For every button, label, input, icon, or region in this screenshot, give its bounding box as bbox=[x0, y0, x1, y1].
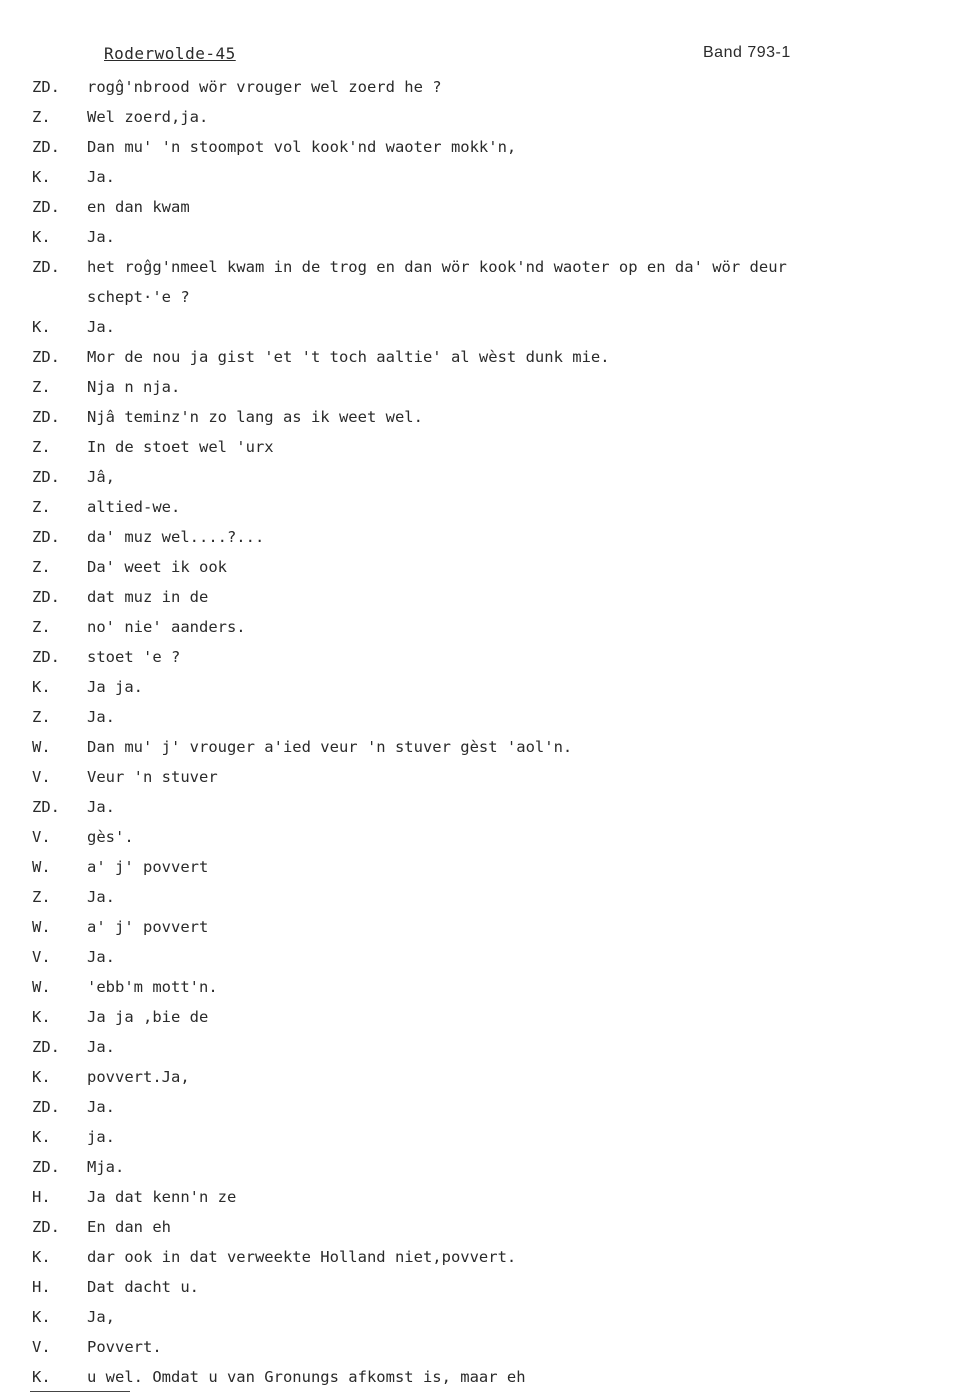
utterance-text: Ja. bbox=[87, 948, 115, 966]
transcript-line bbox=[0, 1276, 979, 1306]
speaker-label: K. bbox=[32, 228, 51, 246]
utterance-text: Da' weet ik ook bbox=[87, 558, 227, 576]
transcript-line bbox=[0, 316, 979, 346]
speaker-label: K. bbox=[32, 1368, 51, 1386]
transcript-line bbox=[0, 916, 979, 946]
utterance-text: gès'. bbox=[87, 828, 134, 846]
utterance-text: het roĝg'nmeel kwam in de trog en dan wör kook'nd waoter op en da' wör deur bbox=[87, 258, 787, 276]
page-header bbox=[0, 44, 979, 72]
utterance-text: en dan kwam bbox=[87, 198, 190, 216]
transcript-line bbox=[0, 1246, 979, 1276]
transcript-line bbox=[0, 976, 979, 1006]
transcript-line bbox=[0, 1336, 979, 1366]
utterance-text: En dan eh bbox=[87, 1218, 171, 1236]
utterance-text: Povvert. bbox=[87, 1338, 162, 1356]
speaker-label: ZD. bbox=[32, 198, 60, 216]
speaker-label: ZD. bbox=[32, 588, 60, 606]
speaker-label: ZD. bbox=[32, 408, 60, 426]
transcript-line bbox=[0, 496, 979, 526]
speaker-label: ZD. bbox=[32, 468, 60, 486]
speaker-label: ZD. bbox=[32, 1218, 60, 1236]
utterance-text: da' muz wel....?... bbox=[87, 528, 265, 546]
transcript-line bbox=[0, 466, 979, 496]
speaker-label: Z. bbox=[32, 498, 51, 516]
utterance-text: Ja. bbox=[87, 168, 115, 186]
utterance-text: stoet 'e ? bbox=[87, 648, 181, 666]
speaker-label: ZD. bbox=[32, 258, 60, 276]
speaker-label: V. bbox=[32, 1338, 51, 1356]
speaker-label: H. bbox=[32, 1188, 51, 1206]
speaker-label: ZD. bbox=[32, 1038, 60, 1056]
transcript-line bbox=[0, 1216, 979, 1246]
utterance-text: Ja. bbox=[87, 798, 115, 816]
transcript-line bbox=[0, 76, 979, 106]
speaker-label: W. bbox=[32, 738, 51, 756]
transcript-line bbox=[0, 256, 979, 286]
utterance-text: Wel zoerd,ja. bbox=[87, 108, 209, 126]
utterance-text: Ja, bbox=[87, 1308, 115, 1326]
transcript-line bbox=[0, 1186, 979, 1216]
speaker-label: ZD. bbox=[32, 78, 60, 96]
transcript-line bbox=[0, 346, 979, 376]
transcript-line bbox=[0, 856, 979, 886]
speaker-label: V. bbox=[32, 768, 51, 786]
speaker-label: K. bbox=[32, 318, 51, 336]
speaker-label: K. bbox=[32, 678, 51, 696]
speaker-label: ZD. bbox=[32, 798, 60, 816]
utterance-text: Mja. bbox=[87, 1158, 125, 1176]
speaker-label: Z. bbox=[32, 108, 51, 126]
speaker-label: K. bbox=[32, 1068, 51, 1086]
transcript-line bbox=[0, 286, 979, 316]
utterance-text: Ja. bbox=[87, 318, 115, 336]
speaker-label: H. bbox=[32, 1278, 51, 1296]
utterance-text: dar ook in dat verweekte Holland niet,povvert. bbox=[87, 1248, 517, 1266]
speaker-label: ZD. bbox=[32, 348, 60, 366]
speaker-label: ZD. bbox=[32, 1158, 60, 1176]
speaker-label: Z. bbox=[32, 708, 51, 726]
transcript-line bbox=[0, 886, 979, 916]
speaker-label: Z. bbox=[32, 618, 51, 636]
transcript-line bbox=[0, 106, 979, 136]
utterance-text: ja. bbox=[87, 1128, 115, 1146]
footnote-rule bbox=[30, 1391, 130, 1392]
speaker-label: K. bbox=[32, 1008, 51, 1026]
speaker-label: ZD. bbox=[32, 138, 60, 156]
speaker-label: V. bbox=[32, 948, 51, 966]
speaker-label: K. bbox=[32, 1308, 51, 1326]
speaker-label: ZD. bbox=[32, 648, 60, 666]
speaker-label: Z. bbox=[32, 438, 51, 456]
transcript-line bbox=[0, 706, 979, 736]
utterance-text: 'ebb'm mott'n. bbox=[87, 978, 218, 996]
transcript-line bbox=[0, 1096, 979, 1126]
speaker-label: K. bbox=[32, 1248, 51, 1266]
utterance-text: no' nie' aanders. bbox=[87, 618, 246, 636]
transcript-line bbox=[0, 226, 979, 256]
document-title: Roderwolde-45 bbox=[104, 44, 236, 63]
transcript-line bbox=[0, 1126, 979, 1156]
utterance-text: povvert.Ja, bbox=[87, 1068, 190, 1086]
transcript-line bbox=[0, 1006, 979, 1036]
speaker-label: Z. bbox=[32, 378, 51, 396]
transcript-line bbox=[0, 166, 979, 196]
speaker-label: Z. bbox=[32, 558, 51, 576]
speaker-label: ZD. bbox=[32, 528, 60, 546]
transcript-line bbox=[0, 766, 979, 796]
transcript-line bbox=[0, 1036, 979, 1066]
utterance-text: Veur 'n stuver bbox=[87, 768, 218, 786]
speaker-label: Z. bbox=[32, 888, 51, 906]
transcript-line bbox=[0, 586, 979, 616]
transcript-line bbox=[0, 1066, 979, 1096]
transcript-line bbox=[0, 406, 979, 436]
utterance-text: Dat dacht u. bbox=[87, 1278, 199, 1296]
transcript-line bbox=[0, 646, 979, 676]
utterance-text: Ja. bbox=[87, 1098, 115, 1116]
transcript-line bbox=[0, 1366, 979, 1396]
transcript-line bbox=[0, 736, 979, 766]
tape-reference: Band 793-1 bbox=[703, 44, 791, 61]
transcript-line bbox=[0, 1156, 979, 1186]
utterance-text: Dan mu' j' vrouger a'ied veur 'n stuver gèst 'aol'n. bbox=[87, 738, 573, 756]
utterance-text: Mor de nou ja gist 'et 't toch aaltie' al wèst dunk mie. bbox=[87, 348, 610, 366]
transcript-line bbox=[0, 196, 979, 226]
speaker-label: K. bbox=[32, 1128, 51, 1146]
utterance-text: altied-we. bbox=[87, 498, 181, 516]
transcript-line bbox=[0, 556, 979, 586]
utterance-text: rogĝ'nbrood wör vrouger wel zoerd he ? bbox=[87, 78, 442, 96]
utterance-text: Ja dat kenn'n ze bbox=[87, 1188, 237, 1206]
utterance-text: dat muz in de bbox=[87, 588, 209, 606]
utterance-text: u wel. Omdat u van Gronungs afkomst is, maar eh bbox=[87, 1368, 526, 1386]
speaker-label: K. bbox=[32, 168, 51, 186]
utterance-text: schept·'e ? bbox=[87, 288, 190, 306]
utterance-text: Dan mu' 'n stoompot vol kook'nd waoter mokk'n, bbox=[87, 138, 517, 156]
transcript-line bbox=[0, 796, 979, 826]
utterance-text: Ja. bbox=[87, 1038, 115, 1056]
utterance-text: Ja. bbox=[87, 708, 115, 726]
speaker-label: W. bbox=[32, 978, 51, 996]
utterance-text: Nja n nja. bbox=[87, 378, 181, 396]
transcript-line bbox=[0, 376, 979, 406]
utterance-text: Ja. bbox=[87, 228, 115, 246]
speaker-label: ZD. bbox=[32, 1098, 60, 1116]
utterance-text: a' j' povvert bbox=[87, 918, 209, 936]
transcript-line bbox=[0, 676, 979, 706]
speaker-label: W. bbox=[32, 858, 51, 876]
utterance-text: Ja ja ,bie de bbox=[87, 1008, 209, 1026]
utterance-text: Ja ja. bbox=[87, 678, 143, 696]
utterance-text: In de stoet wel 'urx bbox=[87, 438, 274, 456]
transcript-line bbox=[0, 946, 979, 976]
speaker-label: W. bbox=[32, 918, 51, 936]
transcript-line bbox=[0, 1306, 979, 1336]
utterance-text: Jâ, bbox=[87, 468, 115, 486]
utterance-text: a' j' povvert bbox=[87, 858, 209, 876]
transcript-line bbox=[0, 526, 979, 556]
transcript-line bbox=[0, 436, 979, 466]
utterance-text: Njâ teminz'n zo lang as ik weet wel. bbox=[87, 408, 423, 426]
transcript-line bbox=[0, 616, 979, 646]
transcript bbox=[0, 76, 979, 1396]
utterance-text: Ja. bbox=[87, 888, 115, 906]
speaker-label: V. bbox=[32, 828, 51, 846]
transcript-line bbox=[0, 136, 979, 166]
transcript-line bbox=[0, 826, 979, 856]
